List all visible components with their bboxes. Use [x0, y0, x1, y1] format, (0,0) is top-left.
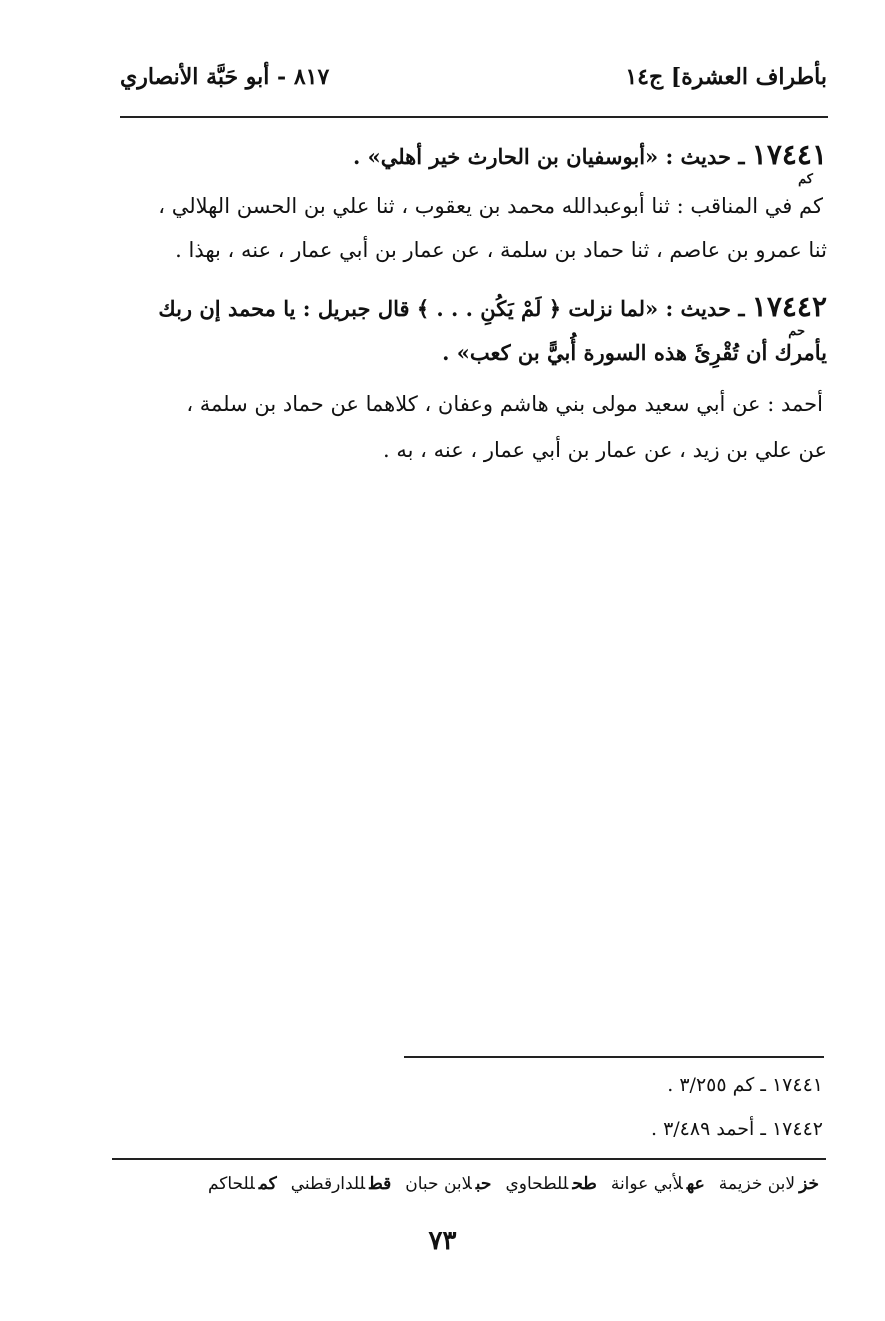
header-rule: [120, 116, 828, 118]
abbreviation-legend: [208, 1174, 819, 1194]
running-header-section: ٨١٧ - أبو حَبَّة الأنصاري: [120, 64, 330, 90]
legend-item: طحللطحاوي: [505, 1174, 597, 1194]
legend-item: عهلأبي عوانة: [610, 1174, 705, 1194]
legend-item: حبلابن حبان: [405, 1174, 492, 1194]
entry-2-heading: ـ حديث : «لما نزلت ﴿ لَمْ يَكُنِ . . . ﴾ قال جبريل : يا محمد إن ربك: [158, 296, 745, 321]
legend-rule: [112, 1158, 826, 1160]
running-header-book: بأطراف العشرة] ج١٤: [625, 64, 827, 90]
legend-item: كمللحاكم: [207, 1174, 277, 1194]
entry-2-heading-line-2: يأمرك أن تُقْرِئَ هذه السورة أُبيًّ بن كعب» .: [442, 340, 827, 365]
footnote-rule: [404, 1056, 824, 1058]
entry-1-text-line-1: كم في المناقب : ثنا أبوعبدالله محمد بن يعقوب ، ثنا علي بن الحسن الهلالي ،: [158, 194, 823, 218]
footnote-2: ١٧٤٤٢ ـ أحمد ٣/٤٨٩ .: [650, 1118, 823, 1140]
entry-2-text-line-1: أحمد : عن أبي سعيد مولى بني هاشم وعفان ، كلاهما عن حماد بن سلمة ،: [186, 392, 823, 416]
legend-item: قطللدارقطني: [290, 1174, 392, 1194]
entry-1-heading-line: [353, 138, 827, 171]
entry-2-number: ١٧٤٤٢: [751, 290, 827, 323]
entry-2-source-symbol: حم: [788, 324, 805, 339]
entry-2-heading-line: [158, 290, 827, 323]
page-number: ٧٣: [428, 1226, 457, 1256]
entry-1-heading: ـ حديث : «أبوسفيان بن الحارث خير أهلي» .: [352, 144, 745, 169]
entry-1-number: ١٧٤٤١: [751, 138, 827, 171]
entry-1-source-symbol: كم: [798, 172, 813, 187]
footnote-1: ١٧٤٤١ ـ كم ٣/٢٥٥ .: [667, 1074, 823, 1096]
entry-2-text-line-2: عن علي بن زيد ، عن عمار بن أبي عمار ، عنه ، به .: [383, 438, 827, 462]
entry-1-text-line-2: ثنا عمرو بن عاصم ، ثنا حماد بن سلمة ، عن عمار بن أبي عمار ، عنه ، بهذا .: [175, 238, 827, 262]
legend-item: خزلابن خزيمة: [718, 1174, 819, 1194]
